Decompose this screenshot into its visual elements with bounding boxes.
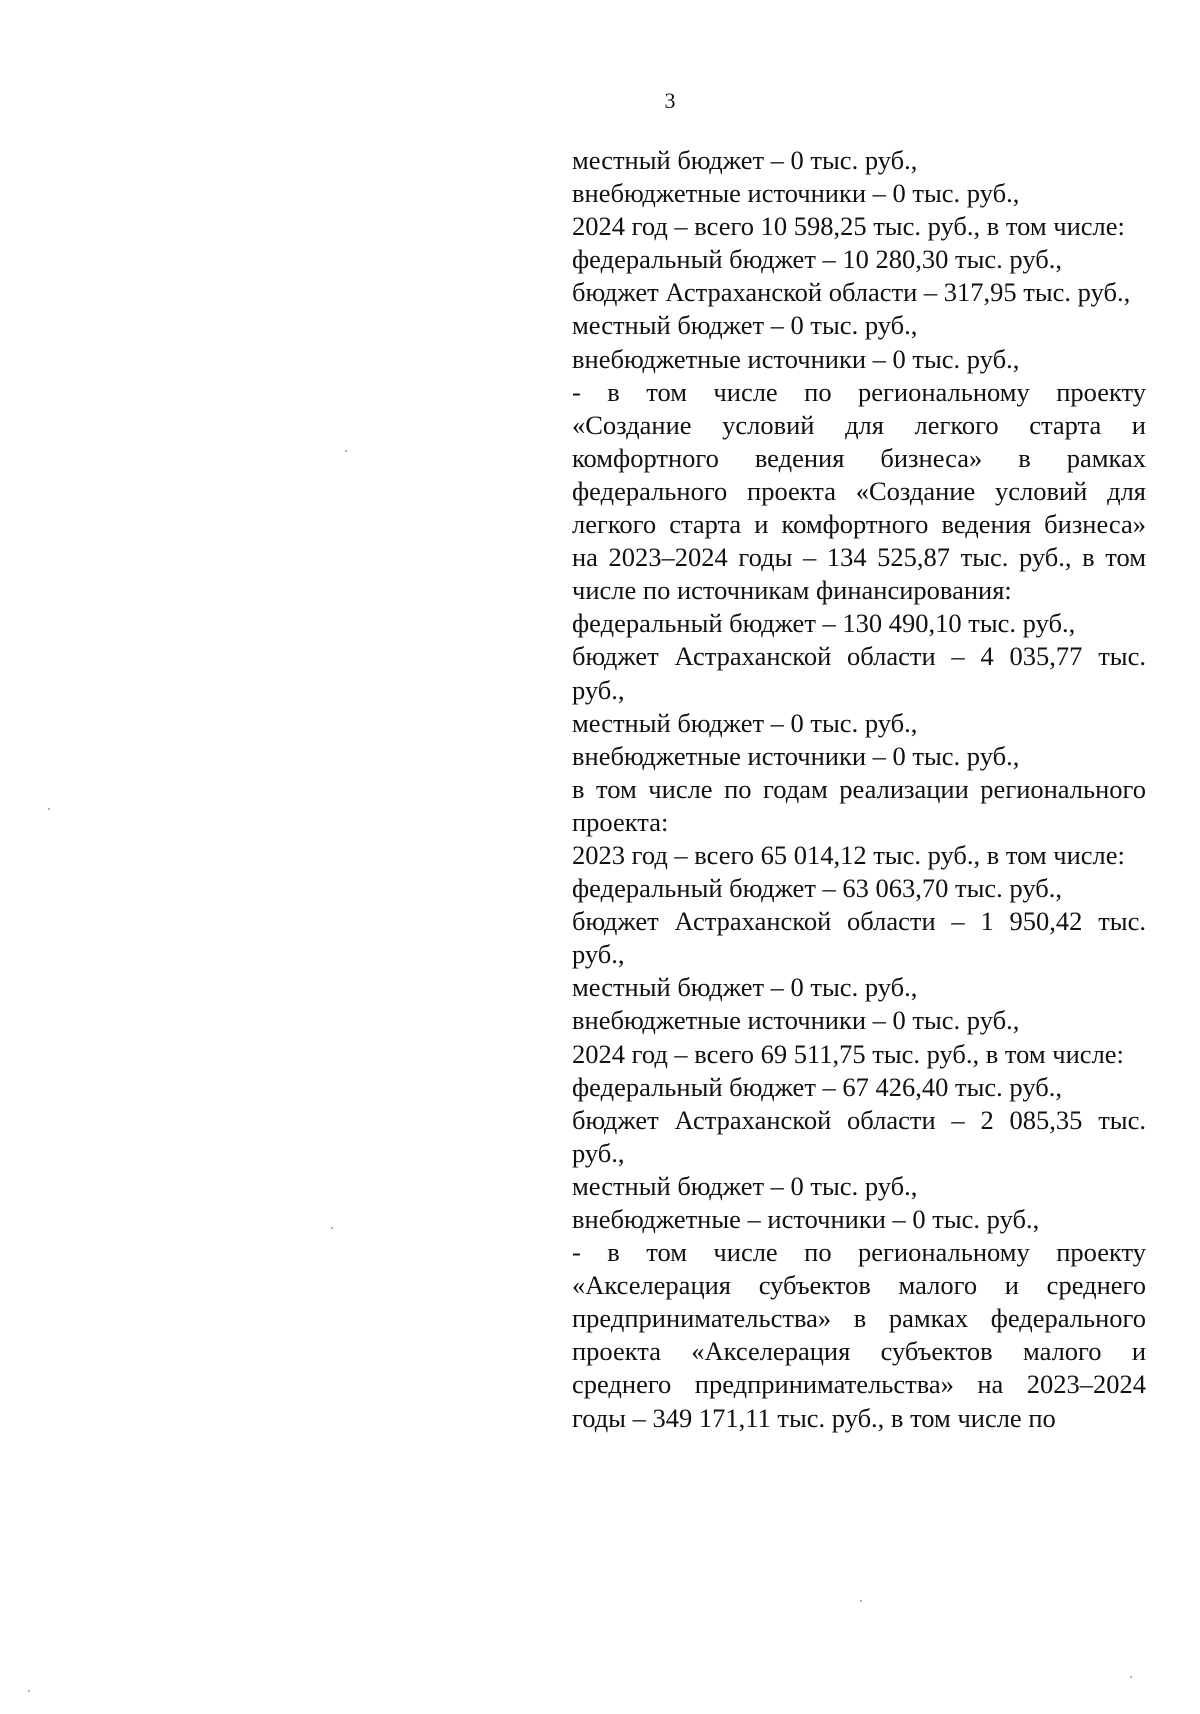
paragraph: внебюджетные – источники – 0 тыс. руб., (572, 1204, 1040, 1234)
paragraph: бюджет Астраханской области – 4 035,77 тыс. руб., (572, 641, 1146, 705)
body-text (572, 144, 1146, 1435)
paragraph: местный бюджет – 0 тыс. руб., (572, 707, 918, 738)
scan-speck (1130, 1676, 1132, 1678)
paragraph: в том числе по годам реализации регионального проекта: (572, 773, 1146, 837)
paragraph: внебюджетные источники – 0 тыс. руб., (572, 1005, 1020, 1036)
paragraph: внебюджетные источники – 0 тыс. руб., (572, 740, 1020, 771)
paragraph: местный бюджет – 0 тыс. руб., (572, 972, 918, 1003)
paragraph: 2024 год – всего 69 511,75 тыс. руб., в том числе: (572, 1038, 1124, 1069)
paragraph: местный бюджет – 0 тыс. руб., (572, 1170, 918, 1201)
paragraph: местный бюджет – 0 тыс. руб., (572, 310, 918, 341)
paragraph: - в том числе по региональному проекту «Создание условий для легкого старта и комфортного ведения бизнеса» в рамках федерального проекта «Создание условий для легкого старта и комфортного ведения бизнеса» на 2023–2024 годы – 134 525,87 тыс. руб., в том числе по источникам финансирования: (572, 376, 1146, 606)
page-number: 3 (664, 88, 676, 113)
paragraph: бюджет Астраханской области – 317,95 тыс. руб., (572, 277, 1131, 308)
scan-speck (48, 808, 50, 810)
paragraph: 2023 год – всего 65 014,12 тыс. руб., в том числе: (572, 839, 1125, 870)
paragraph: федеральный бюджет – 10 280,30 тыс. руб., (572, 244, 1062, 275)
paragraph: 2024 год – всего 10 598,25 тыс. руб., в том числе: (572, 211, 1125, 242)
paragraph: бюджет Астраханской области – 2 085,35 тыс. руб., (572, 1104, 1146, 1168)
scan-speck (345, 450, 347, 452)
paragraph: федеральный бюджет – 67 426,40 тыс. руб., (572, 1071, 1062, 1102)
paragraph: местный бюджет – 0 тыс. руб., (572, 145, 918, 175)
scan-speck (331, 1227, 333, 1229)
scan-speck (28, 1690, 30, 1692)
scan-speck (860, 1600, 862, 1602)
paragraph: федеральный бюджет – 63 063,70 тыс. руб., (572, 873, 1062, 904)
paragraph: внебюджетные источники – 0 тыс. руб., (572, 343, 1020, 374)
paragraph: федеральный бюджет – 130 490,10 тыс. руб., (572, 608, 1076, 639)
paragraph: - в том числе по региональному проекту «Акселерация субъектов малого и среднего предпринимательства» в рамках федерального проекта «Акселерация субъектов малого и среднего предпринимательства» на 2023–2024 годы – 349 171,11 тыс. руб., в том числе по (572, 1237, 1146, 1433)
paragraph: внебюджетные источники – 0 тыс. руб., (572, 178, 1020, 209)
paragraph: бюджет Астраханской области – 1 950,42 тыс. руб., (572, 906, 1146, 970)
